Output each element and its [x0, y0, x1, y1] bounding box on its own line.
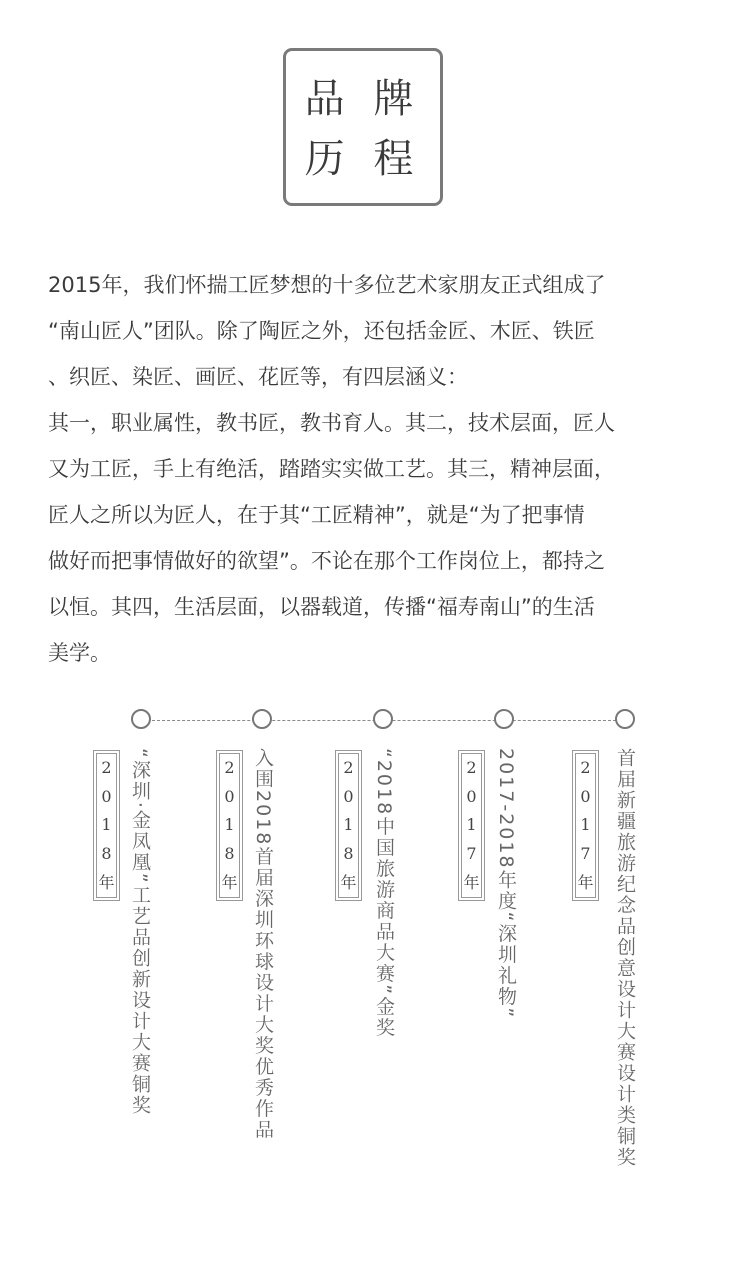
intro-line: 匠人之所以为匠人，在于其“工匠精神”，就是“为了把事情: [48, 503, 585, 527]
year-char: 1: [580, 815, 591, 835]
year-char: 2: [224, 758, 235, 778]
year-char: 年: [463, 872, 480, 892]
year-char: 0: [101, 786, 112, 806]
year-char: 7: [580, 844, 591, 864]
year-stamp-4: [458, 750, 485, 901]
year-stamp-2: [216, 750, 243, 901]
award-text-1: “深圳·金凤凰”工艺品创新设计大赛铜奖: [129, 748, 151, 1116]
timeline-node-5: [615, 709, 635, 729]
year-char: 8: [101, 844, 112, 864]
year-char: 7: [466, 844, 477, 864]
year-char: 1: [466, 815, 477, 835]
year-char: 年: [340, 872, 357, 892]
year-char: 1: [224, 815, 235, 835]
intro-line: 、织匠、染匠、画匠、花匠等，有四层涵义：: [48, 365, 468, 389]
award-text-3: “2018中国旅游商品大赛”金奖: [373, 748, 395, 1039]
year-stamp-3: [335, 750, 362, 901]
intro-paragraph: [48, 262, 688, 676]
award-text-5: 首届新疆旅游纪念品创意设计大赛设计类铜奖: [614, 748, 636, 1168]
timeline-node-2: [252, 709, 272, 729]
year-char: 0: [580, 786, 591, 806]
award-timeline: [0, 700, 730, 1260]
award-text-2: 入围2018首届深圳环球设计大奖优秀作品: [252, 748, 274, 1141]
title-line-1: 品 牌: [304, 76, 422, 122]
intro-line: 以恒。其四，生活层面，以器载道，传播“福寿南山”的生活: [48, 595, 595, 619]
timeline-node-3: [373, 709, 393, 729]
year-char: 8: [343, 844, 354, 864]
year-char: 0: [466, 786, 477, 806]
brand-history-title-stamp: [283, 48, 443, 206]
intro-line: “南山匠人”团队。除了陶匠之外，还包括金匠、木匠、铁匠: [48, 319, 595, 343]
year-char: 8: [224, 844, 235, 864]
year-char: 年: [577, 872, 594, 892]
year-char: 年: [221, 872, 238, 892]
year-char: 0: [224, 786, 235, 806]
intro-line: 其一，职业属性，教书匠，教书育人。其二，技术层面，匠人: [48, 411, 615, 435]
year-char: 1: [101, 815, 112, 835]
year-char: 2: [343, 758, 354, 778]
year-stamp-1: [93, 750, 120, 901]
year-char: 2: [580, 758, 591, 778]
year-char: 年: [98, 872, 115, 892]
year-stamp-5: [572, 750, 599, 901]
year-char: 2: [101, 758, 112, 778]
title-line-2: 历 程: [304, 136, 422, 182]
intro-line: 做好而把事情做好的欲望”。不论在那个工作岗位上，都持之: [48, 549, 605, 573]
timeline-node-4: [494, 709, 514, 729]
timeline-node-1: [131, 709, 151, 729]
year-char: 2: [466, 758, 477, 778]
year-char: 0: [343, 786, 354, 806]
intro-line: 又为工匠，手上有绝活，踏踏实实做工艺。其三，精神层面，: [48, 457, 615, 481]
intro-line: 2015年，我们怀揣工匠梦想的十多位艺术家朋友正式组成了: [48, 273, 606, 297]
award-text-4: 2017-2018年度“深圳礼物”: [495, 748, 517, 1020]
year-char: 1: [343, 815, 354, 835]
intro-line: 美学。: [48, 641, 111, 665]
